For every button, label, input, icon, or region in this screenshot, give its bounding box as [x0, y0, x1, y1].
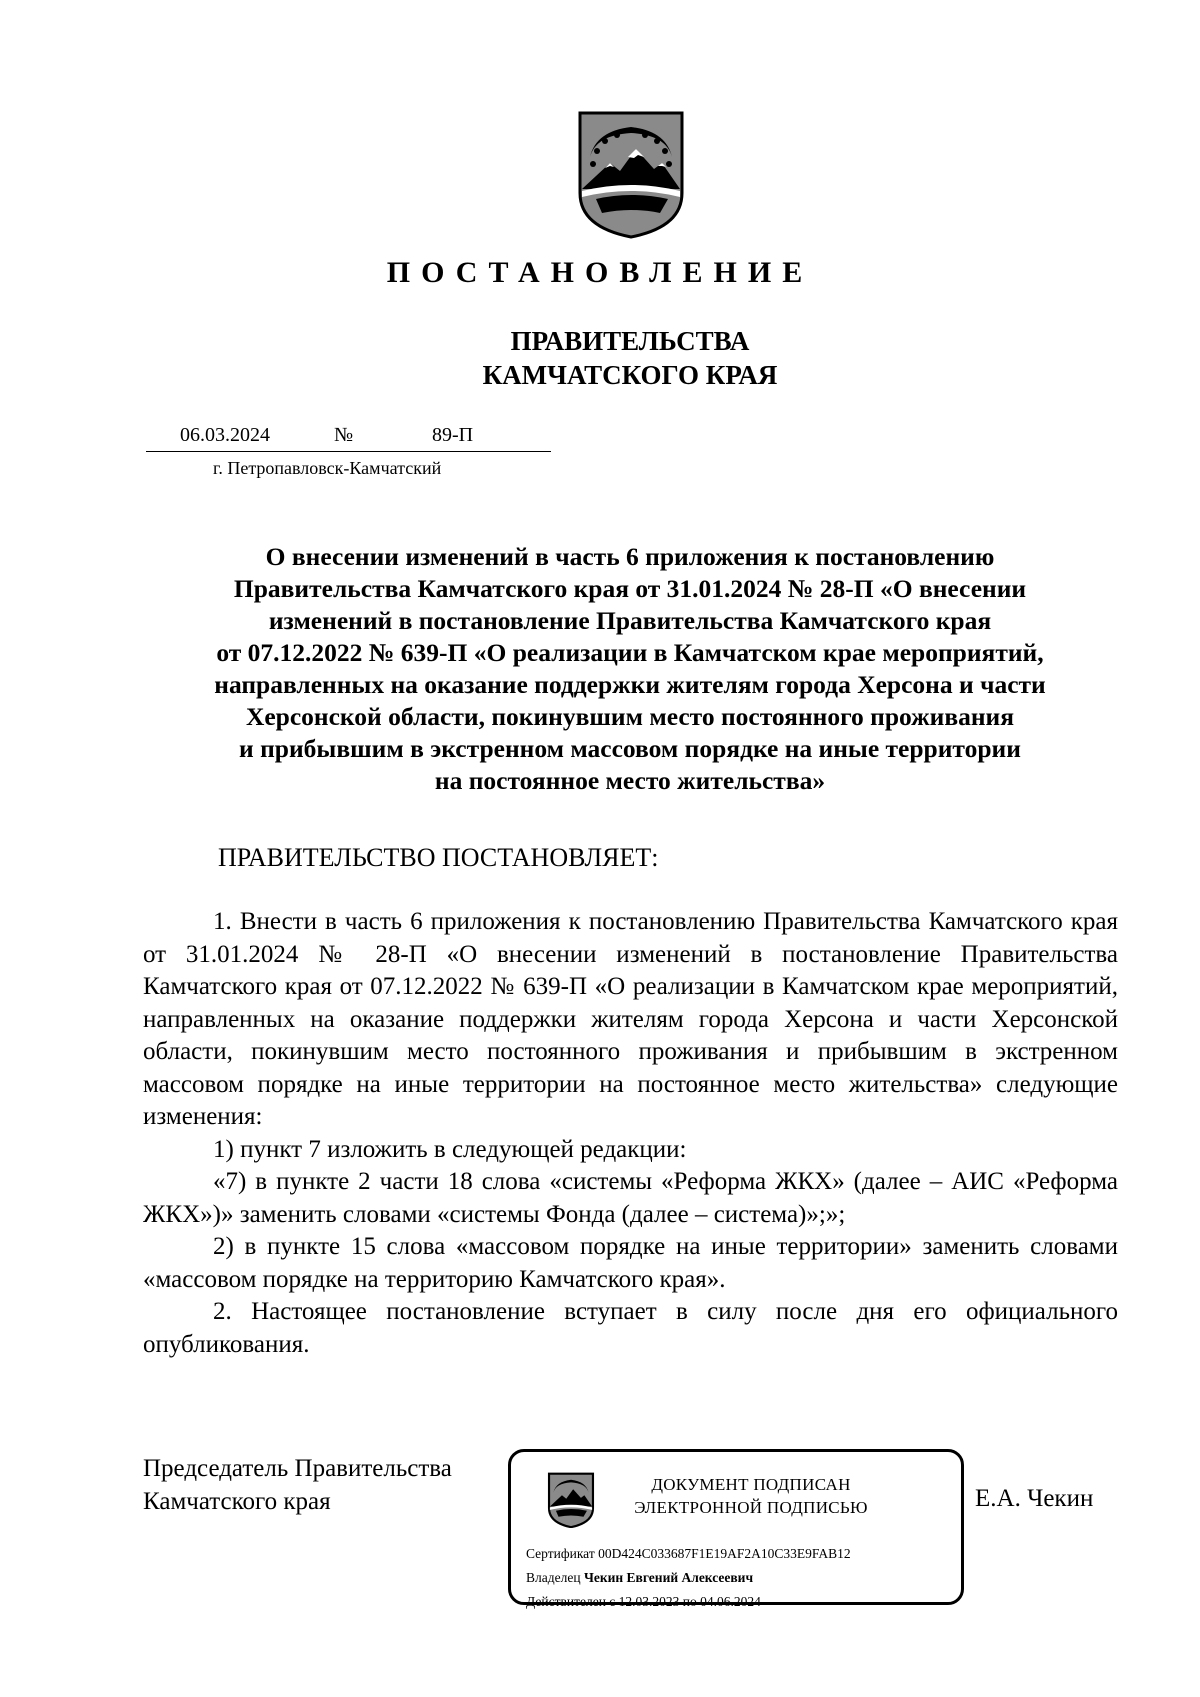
document-date: 06.03.2024	[180, 424, 270, 446]
validity-line	[526, 1594, 761, 1610]
title-line: Правительства Камчатского края от 31.01.2024 № 28-П «О внесении	[233, 574, 1027, 603]
document-city: г. Петропавловск-Камчатский	[213, 458, 442, 478]
signer-position-line-1: Председатель Правительства	[143, 1455, 452, 1482]
document-title	[150, 541, 1110, 797]
decree-heading: ПРАВИТЕЛЬСТВО ПОСТАНОВЛЯЕТ:	[218, 843, 659, 872]
title-line: О внесении изменений в часть 6 приложения к постановлению	[265, 542, 995, 571]
paragraph-1-item-1-text: «7) в пункте 2 части 18 слова «системы «Реформа ЖКХ» (далее – АИС «Реформа ЖКХ»)» заменить словами «системы Фонда (далее – система)»;»;	[143, 1168, 1118, 1228]
title-line: от 07.12.2022 № 639-П «О реализации в Камчатском крае мероприятий,	[216, 638, 1044, 667]
coat-of-arms-small-icon	[547, 1472, 595, 1528]
title-line: направленных на оказание поддержки жителям города Херсона и части	[214, 670, 1046, 699]
owner-label: Владелец	[526, 1570, 581, 1585]
certificate-value: 00D424C033687F1E19AF2A10C33E9FAB12	[598, 1546, 851, 1561]
date-number-line	[146, 424, 551, 452]
coat-of-arms-icon	[576, 109, 686, 239]
signer-position-line-2: Камчатского края	[143, 1488, 331, 1515]
document-type: ПОСТАНОВЛЕНИЕ	[386, 256, 814, 289]
valid-from-label: Действителен с	[526, 1594, 616, 1609]
title-line: на постоянное место жительства»	[434, 766, 826, 795]
valid-to-date: 04.06.2024	[700, 1594, 761, 1609]
stamp-heading	[611, 1473, 891, 1519]
valid-to-label: по	[682, 1594, 697, 1609]
number-sign: №	[334, 424, 354, 446]
issuing-authority-line-2: КАМЧАТСКОГО КРАЯ	[482, 360, 778, 390]
signer-position	[143, 1452, 452, 1518]
document-body	[143, 906, 1118, 1361]
paragraph-2: 2. Настоящее постановление вступает в силу после дня его официального опубликования.	[143, 1298, 1118, 1358]
title-line: изменений в постановление Правительства Камчатского края	[268, 606, 992, 635]
paragraph-1-item-1: 1) пункт 7 изложить в следующей редакции:	[213, 1135, 687, 1163]
certificate-label: Сертификат	[526, 1546, 595, 1561]
certificate-line	[526, 1546, 851, 1562]
title-line: и прибывшим в экстренном массовом порядке на иные территории	[239, 734, 1021, 763]
paragraph-1: 1. Внести в часть 6 приложения к постановлению Правительства Камчатского края от 31.01.2024 № 28-П «О внесении изменений в постановление Правительства Камчатского края от 07.12.2022 № 639-П «О реализации в Камчатском крае мероприятий, направленных на оказание поддержки жителям города Херсона и части Херсонской области, покинувшим место постоянного проживания и прибывшим в экстренном массовом порядке на иные территории на постоянное место жительства» следующие изменения:	[143, 908, 1118, 1130]
issuing-authority	[0, 324, 1200, 392]
owner-line	[526, 1570, 753, 1586]
issuing-authority-line-1: ПРАВИТЕЛЬСТВА	[510, 326, 750, 356]
paragraph-1-item-2: 2) в пункте 15 слова «массовом порядке на иные территории» заменить словами «массовом порядке на территорию Камчатского края».	[143, 1233, 1118, 1293]
valid-from-date: 12.03.2023	[618, 1594, 680, 1609]
electronic-signature-stamp	[508, 1449, 964, 1609]
document-number: 89-П	[432, 424, 474, 446]
signer-name: Е.А. Чекин	[975, 1485, 1094, 1512]
stamp-heading-line-1: ДОКУМЕНТ ПОДПИСАН	[651, 1475, 851, 1494]
stamp-heading-line-2: ЭЛЕКТРОННОЙ ПОДПИСЬЮ	[634, 1498, 868, 1517]
title-line: Херсонской области, покинувшим место постоянного проживания	[245, 702, 1015, 731]
owner-value: Чекин Евгений Алексеевич	[583, 1570, 754, 1585]
